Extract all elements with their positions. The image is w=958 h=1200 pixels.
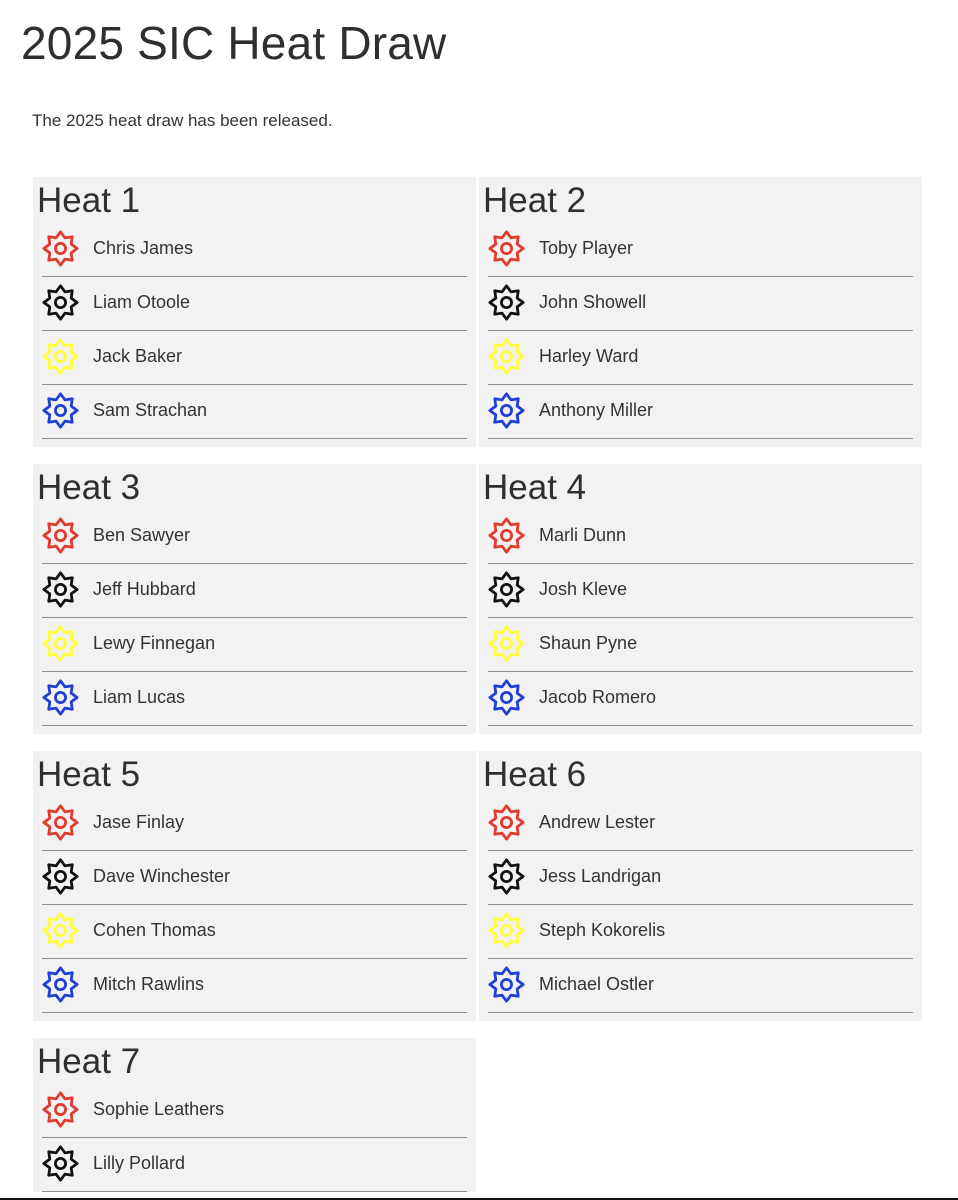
rider-row [488, 331, 913, 385]
rider-name: Dave Winchester [93, 866, 231, 886]
rider-list [42, 223, 467, 439]
rider-row [42, 331, 467, 385]
rider-row [488, 510, 913, 564]
rider-name: Cohen Thomas [93, 920, 216, 940]
heat-card [479, 464, 922, 734]
rider-row [42, 959, 467, 1013]
page-title: 2025 SIC Heat Draw [21, 17, 447, 69]
rider-name: Marli Dunn [539, 525, 627, 545]
heat-title: Heat 4 [483, 468, 587, 507]
rider-name: Liam Lucas [93, 687, 186, 707]
rider-row [42, 1138, 467, 1192]
rider-list [488, 510, 913, 726]
rider-name: John Showell [539, 292, 647, 312]
rider-list [488, 223, 913, 439]
heat-title: Heat 2 [483, 181, 587, 220]
rider-name: Sam Strachan [93, 400, 208, 420]
rider-row [488, 851, 913, 905]
rider-row [42, 672, 467, 726]
heat-card [33, 464, 476, 734]
rider-row [42, 1084, 467, 1138]
rider-row [488, 905, 913, 959]
rider-row [42, 618, 467, 672]
intro-text: The 2025 heat draw has been released. [32, 111, 333, 130]
heat-title: Heat 5 [37, 755, 141, 794]
rider-name: Ben Sawyer [93, 525, 191, 545]
rider-row [42, 851, 467, 905]
heat-title: Heat 6 [483, 755, 587, 794]
rider-name: Michael Ostler [539, 974, 655, 994]
heat-card [33, 1038, 476, 1192]
rider-row [42, 277, 467, 331]
rider-name: Shaun Pyne [539, 633, 638, 653]
rider-row [488, 959, 913, 1013]
rider-name: Lewy Finnegan [93, 633, 216, 653]
rider-name: Mitch Rawlins [93, 974, 205, 994]
rider-list [42, 797, 467, 1013]
rider-row [42, 564, 467, 618]
rider-name: Lilly Pollard [93, 1153, 186, 1173]
rider-row [488, 564, 913, 618]
rider-name: Andrew Lester [539, 812, 656, 832]
heat-card [479, 751, 922, 1021]
rider-name: Jess Landrigan [539, 866, 662, 886]
heat-card [33, 177, 476, 447]
rider-row [488, 223, 913, 277]
rider-name: Sophie Leathers [93, 1099, 225, 1119]
rider-name: Jase Finlay [93, 812, 185, 832]
rider-list [488, 797, 913, 1013]
rider-name: Toby Player [539, 238, 634, 258]
rider-row [42, 510, 467, 564]
rider-row [42, 797, 467, 851]
rider-name: Harley Ward [539, 346, 639, 366]
heat-title: Heat 7 [37, 1042, 141, 1081]
rider-name: Steph Kokorelis [539, 920, 666, 940]
heat-card [33, 751, 476, 1021]
rider-name: Jeff Hubbard [93, 579, 196, 599]
rider-name: Jacob Romero [539, 687, 657, 707]
rider-name: Josh Kleve [539, 579, 628, 599]
rider-name: Liam Otoole [93, 292, 191, 312]
rider-row [488, 797, 913, 851]
rider-row [488, 618, 913, 672]
heat-title: Heat 1 [37, 181, 141, 220]
rider-name: Chris James [93, 238, 194, 258]
rider-name: Anthony Miller [539, 400, 654, 420]
rider-row [488, 385, 913, 439]
rider-row [42, 905, 467, 959]
rider-list [42, 510, 467, 726]
rider-row [488, 277, 913, 331]
heat-card [479, 177, 922, 447]
rider-row [42, 385, 467, 439]
rider-row [488, 672, 913, 726]
rider-name: Jack Baker [93, 346, 183, 366]
rider-row [42, 223, 467, 277]
rider-list [42, 1084, 467, 1192]
heat-title: Heat 3 [37, 468, 141, 507]
